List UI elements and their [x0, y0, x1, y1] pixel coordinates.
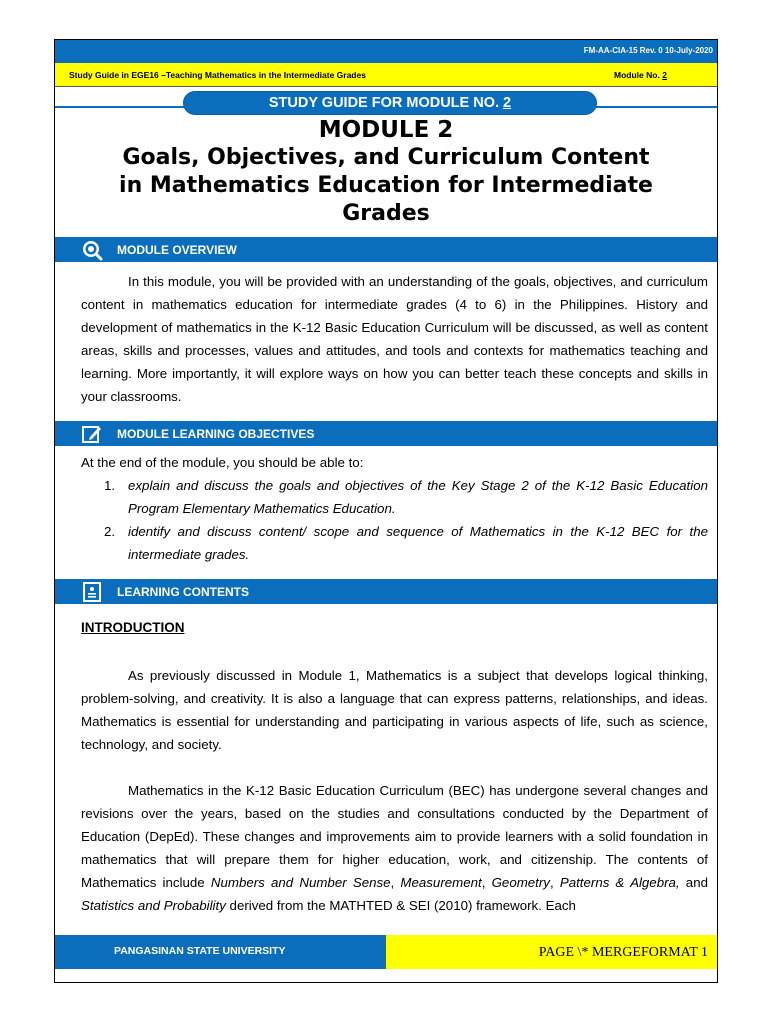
- module-number-label: Module No. 2: [614, 70, 667, 80]
- module-overview-bar: [55, 237, 717, 262]
- overview-paragraph: In this module, you will be provided with an understanding of the goals, objectives, and curriculum content in mathematics education for intermediate grades (4 to 6) in the Philippines. History and development of mathematics in the K-12 Basic Education Curriculum will be discussed, as well as content areas, skills and processes, values and attitudes, and tools and contexts for mathematics teaching and learning. More importantly, it will explore ways on how you can better teach these concepts and skills in your classrooms.: [81, 274, 708, 404]
- module-overview-heading: MODULE OVERVIEW: [117, 243, 237, 257]
- introduction-paragraph-2: Mathematics in the K-12 Basic Education Curriculum (BEC) has undergone several changes and revisions over the years, based on the studies and consultations conducted by the Department of Education (DepEd). These changes and improvements aim to provide learners with a solid foundation in mathematics that will prepare them for higher education, work, and citizenship. The contents of Mathematics include Numbers and Number Sense, Measurement, Geometry, Patterns & Algebra, and Statistics and Probability derived from the MATHTED & SEI (2010) framework. Each: [81, 783, 708, 913]
- university-name: PANGASINAN STATE UNIVERSITY: [114, 945, 286, 957]
- learning-contents-heading: LEARNING CONTENTS: [117, 585, 249, 599]
- pencil-edit-icon: [81, 423, 103, 445]
- learning-objectives-heading: MODULE LEARNING OBJECTIVES: [117, 427, 315, 441]
- introduction-heading: INTRODUCTION: [81, 620, 185, 635]
- module-number: 2: [662, 70, 667, 80]
- magnifier-icon: [81, 239, 103, 261]
- learning-objectives-bar: [55, 421, 717, 446]
- learning-contents-bar: [55, 579, 717, 604]
- module-heading: MODULE 2: [318, 117, 454, 143]
- module-title-line-3: Grades: [342, 201, 430, 226]
- objective-item: 1. explain and discuss the goals and objectives of the Key Stage 2 of the K-12 Basic Education Program Elementary Mathematics Education.: [104, 478, 708, 516]
- module-title-line-1: Goals, Objectives, and Curriculum Content: [122, 145, 650, 170]
- header-code-bar: [55, 40, 717, 63]
- objectives-intro: At the end of the module, you should be able to:: [81, 455, 364, 470]
- introduction-paragraph-1: As previously discussed in Module 1, Mathematics is a subject that develops logical thinking, problem-solving, and creativity. It is also a language that can express patterns, relationships, and ideas. Mathematics is essential for understanding and participating in various aspects of life, such as science, technology, and society.: [81, 668, 708, 752]
- page-number: PAGE \* MERGEFORMAT 1: [538, 945, 708, 960]
- module-title-line-2: in Mathematics Education for Intermediate: [119, 173, 653, 198]
- objective-item: 2. identify and discuss content/ scope and sequence of Mathematics in the K-12 BEC for the intermediate grades.: [104, 524, 708, 562]
- document-code: FM-AA-CIA-15 Rev. 0 10-July-2020: [583, 46, 713, 55]
- course-title: Study Guide in EGE16 –Teaching Mathematics in the Intermediate Grades: [69, 70, 366, 80]
- footer-university-bar: [55, 935, 386, 969]
- objectives-list: [81, 474, 708, 566]
- module-title: [56, 116, 716, 228]
- header-course-bar: [55, 63, 717, 87]
- banner-module-number: 2: [503, 95, 512, 111]
- study-guide-banner: STUDY GUIDE FOR MODULE NO. 2: [183, 91, 597, 115]
- document-icon: [81, 581, 103, 603]
- footer-page-bar: [386, 935, 717, 969]
